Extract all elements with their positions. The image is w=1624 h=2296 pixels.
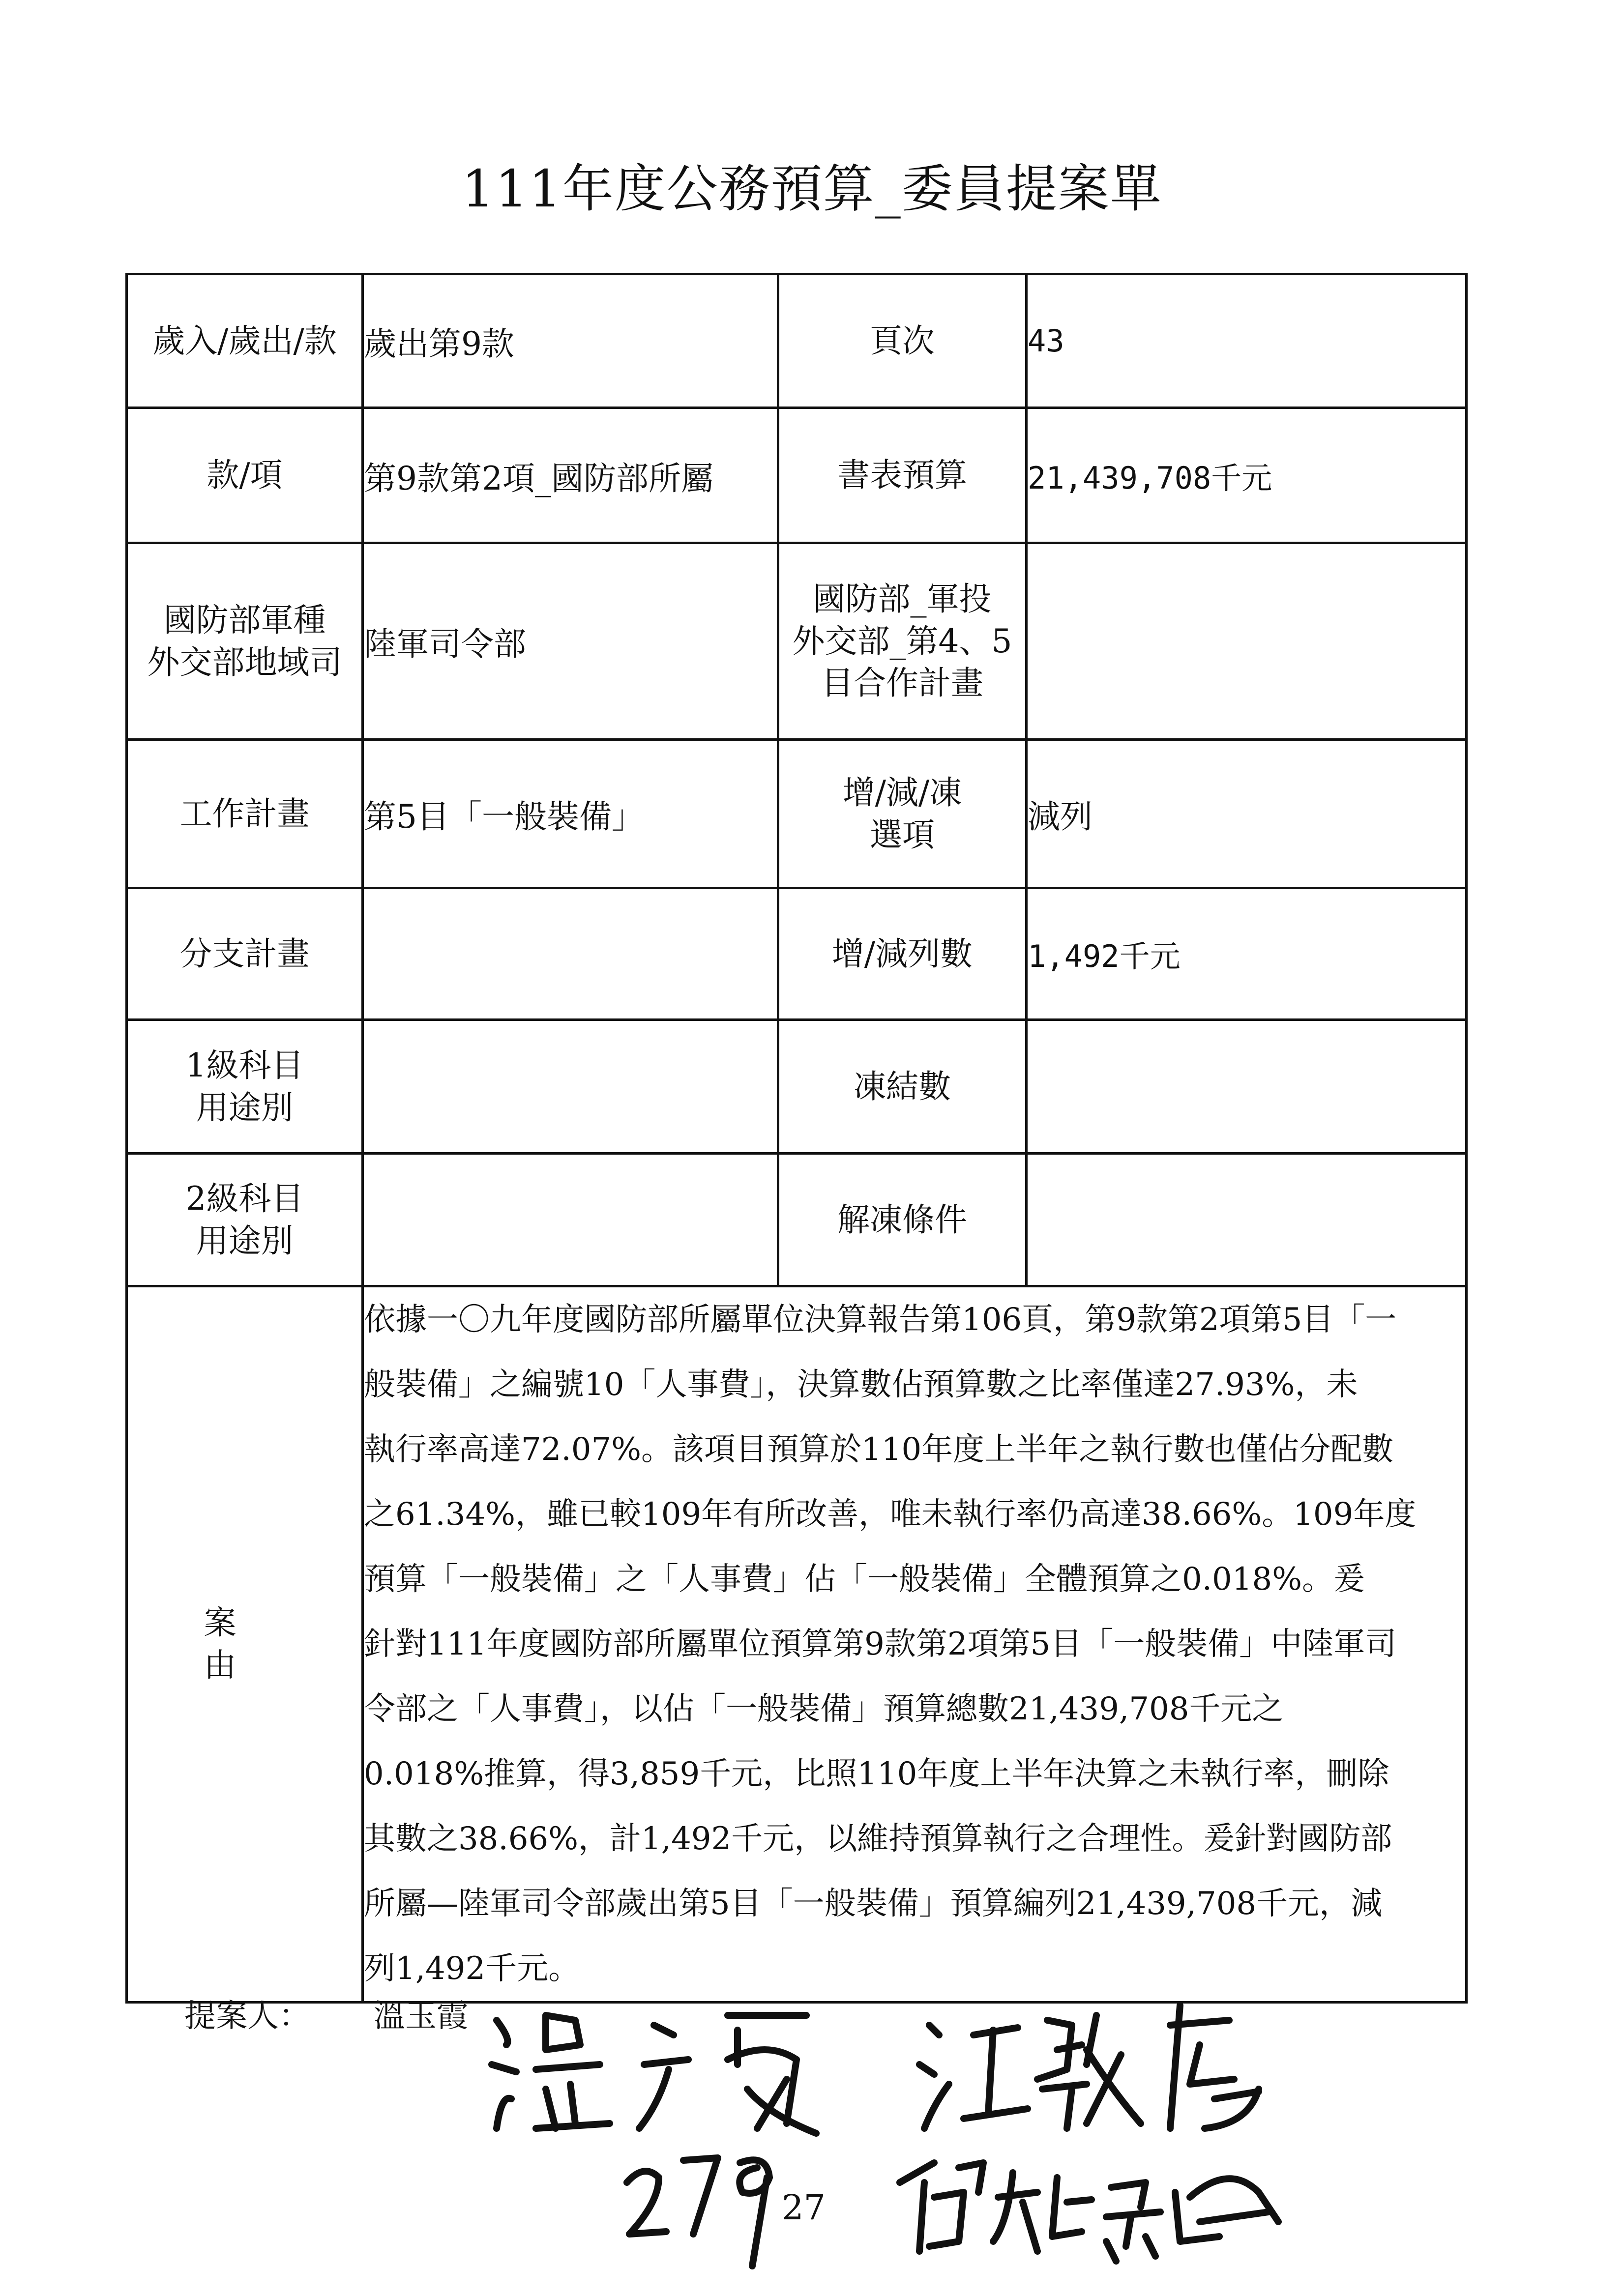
label-adjust-option-line2: 選項	[870, 815, 935, 854]
label-reason-text: 案由	[204, 1604, 330, 1684]
reason-line: 預算「一般裝備」之「人事費」佔「一般裝備」全體預算之0.018%。爰	[364, 1561, 1365, 1598]
reason-line: 之61.34%，雖已較109年有所改善，唯未執行率仍高達38.66%。109年度	[364, 1496, 1417, 1533]
label-adjust-amount: 增/減列數	[778, 888, 1027, 1020]
reason-line: 列1,492千元。	[364, 1950, 580, 1987]
reason-line: 般裝備」之編號10「人事費」，決算數佔預算數之比率僅達27.93%，未	[364, 1366, 1358, 1403]
label-work-plan: 工作計畫	[127, 740, 363, 888]
label-branch-plan: 分支計畫	[127, 888, 363, 1020]
label-unit-line1: 國防部軍種	[163, 601, 326, 639]
label-level2-subject-line1: 2級科目	[185, 1179, 304, 1218]
label-cooperation-line3: 目合作計畫	[821, 664, 983, 702]
signature-wen-yuxia	[492, 2015, 816, 2133]
label-level2-subject-line2: 用途別	[196, 1221, 294, 1260]
signature-number-279	[627, 2158, 769, 2266]
reason-line: 0.018%推算，得3,859千元，比照110年度上半年決算之未執行率，刪除	[364, 1756, 1389, 1792]
reason-line: 執行率高達72.07%。該項目預算於110年度上半年之執行數也僅佔分配數	[364, 1431, 1394, 1468]
value-adjust-amount: 1,492千元	[1027, 888, 1467, 1020]
label-adjust-option-line1: 增/減/凍	[842, 773, 962, 812]
label-unfreeze-condition: 解凍條件	[778, 1154, 1027, 1286]
label-frozen-amount: 凍結數	[778, 1020, 1027, 1154]
label-budget: 書表預算	[778, 408, 1027, 543]
reason-line: 針對111年度國防部所屬單位預算第9款第2項第5目「一般裝備」中陸軍司	[364, 1626, 1397, 1662]
label-cooperation-line1: 國防部_軍投	[813, 580, 992, 618]
label-item: 款/項	[127, 408, 363, 543]
proposer-label: 提案人：	[184, 1998, 310, 2034]
value-category: 歲出第9款	[363, 274, 778, 408]
reason-line: 依據一〇九年度國防部所屬單位決算報告第106頁，第9款第2項第5目「一	[364, 1302, 1397, 1338]
label-category: 歲入/歲出/款	[127, 274, 363, 408]
reason-line: 所屬—陸軍司令部歲出第5目「一般裝備」預算編列21,439,708千元，減	[364, 1886, 1383, 1922]
page-title: 111年度公務預算_委員提案單	[462, 159, 1162, 219]
label-cooperation-line2: 外交部_第4、5	[792, 622, 1012, 660]
value-adjust-option: 減列	[1027, 740, 1467, 888]
signature-zeng-mingzong	[900, 2163, 1278, 2261]
label-level1-subject-line2: 用途別	[196, 1088, 294, 1127]
label-page: 頁次	[778, 274, 1027, 408]
value-unit: 陸軍司令部	[363, 543, 778, 740]
value-page: 43	[1027, 274, 1467, 408]
reason-line: 令部之「人事費」，以佔「一般裝備」預算總數21,439,708千元之	[364, 1691, 1284, 1727]
label-unit-line2: 外交部地域司	[147, 643, 342, 681]
value-budget: 21,439,708千元	[1027, 408, 1467, 543]
label-level1-subject-line1: 1級科目	[185, 1046, 304, 1084]
reason-line: 其數之38.66%，計1,492千元，以維持預算執行之合理性。爰針對國防部	[364, 1821, 1392, 1857]
value-item: 第9款第2項_國防部所屬	[363, 408, 778, 543]
signature-jiang-qichen	[919, 2005, 1259, 2128]
value-work-plan: 第5目「一般裝備」	[363, 740, 778, 888]
proposer-name: 溫玉霞	[374, 1998, 468, 2034]
page-stamp-number: 27	[782, 2187, 826, 2228]
